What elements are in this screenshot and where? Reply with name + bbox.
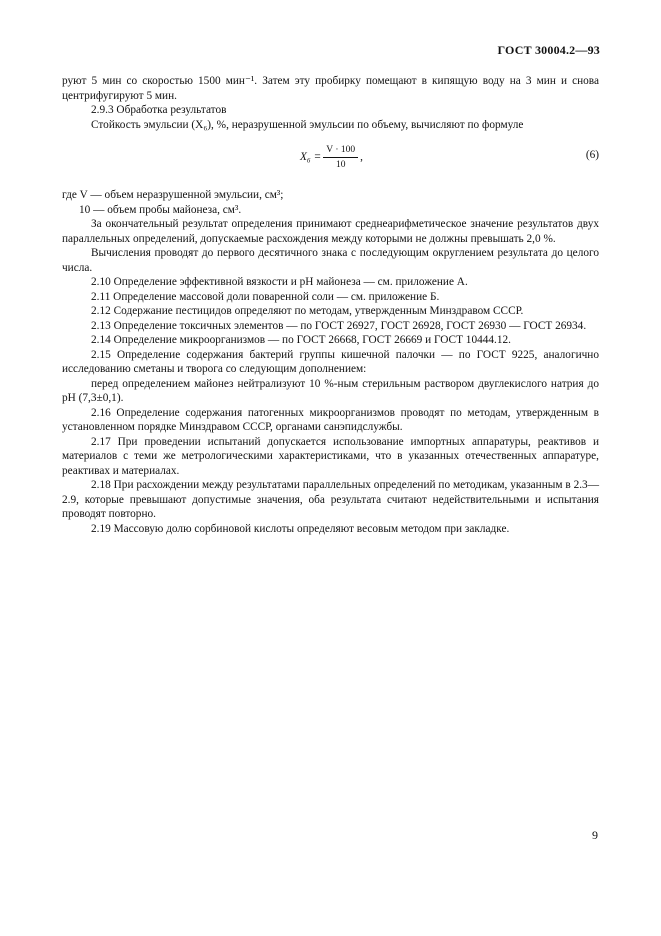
clause-2-18: 2.18 При расхождении между результатами параллельных определений по методикам, указанным в 2.3—2.9, которые превышают допустимые значения, оба результата считают недействительными и испытания проводят повторно. — [62, 479, 599, 520]
paragraph-rounding: Вычисления проводят до первого десятичного знака с последующим округлением результата до целого числа. — [62, 247, 599, 274]
formula-denominator: 10 — [335, 160, 346, 170]
page-content — [62, 74, 599, 536]
definition-v: где V — объем неразрушенной эмульсии, см³; — [62, 189, 284, 201]
formula-numerator: V · 100 — [323, 144, 358, 158]
paragraph-final-result: За окончательный результат определения принимают среднеарифметическое значение результатов двух параллельных определений, допускаемые расхождения между которыми не должны превышать 2,0 %. — [62, 218, 599, 245]
clause-2-12: 2.12 Содержание пестицидов определяют по методам, утвержденным Минздравом СССР. — [91, 305, 524, 317]
formula-lhs: X₆ = — [300, 151, 322, 164]
clause-2-16: 2.16 Определение содержания патогенных микроорганизмов проводят по методам, утвержденным в установленном порядке Минздравом СССР, органами санэпидслужбы. — [62, 406, 599, 433]
formula-tail: , — [360, 151, 363, 164]
clause-2-10: 2.10 Определение эффективной вязкости и pH майонеза — см. приложение А. — [91, 276, 468, 288]
section-heading-2-9-3: 2.9.3 Обработка результатов — [91, 104, 227, 116]
definition-10: 10 — объем пробы майонеза, см³. — [79, 203, 242, 216]
formula-expression — [300, 144, 363, 171]
clause-2-13: 2.13 Определение токсичных элементов — по ГОСТ 26927, ГОСТ 26928, ГОСТ 26930 — ГОСТ 26934. — [91, 319, 587, 332]
clause-2-14: 2.14 Определение микроорганизмов — по ГОСТ 26668, ГОСТ 26669 и ГОСТ 10444.12. — [91, 334, 511, 346]
formula-number: (6) — [585, 149, 599, 161]
clause-2-11: 2.11 Определение массовой доли поваренной соли — см. приложение Б. — [91, 290, 440, 303]
standard-header: ГОСТ 30004.2—93 — [497, 43, 600, 57]
clause-2-17: 2.17 При проведении испытаний допускается использование импортных аппаратуры, реактивов и материалов с теми же метрологическими характеристиками, что в указанных отечественных аппаратуре, реактивах и материалах. — [62, 435, 599, 477]
paragraph-continuation: руют 5 мин со скоростью 1500 мин⁻¹. Затем эту пробирку помещают в кипящую воду на 3 мин и снова центрифугируют 5 мин. — [62, 75, 599, 102]
clause-2-15-addition: перед определением майонез нейтрализуют 10 %-ным стерильным раствором двуглекислого натрия до pH (7,3±0,1). — [62, 377, 599, 404]
formula-fraction — [323, 144, 358, 171]
page-number: 9 — [592, 828, 598, 842]
formula-6 — [62, 142, 599, 178]
paragraph-formula-intro: Стойкость эмульсии (X₆), %, неразрушенной эмульсии по объему, вычисляют по формуле — [91, 118, 524, 131]
clause-2-19: 2.19 Массовую долю сорбиновой кислоты определяют весовым методом при закладке. — [91, 522, 510, 535]
clause-2-15: 2.15 Определение содержания бактерий группы кишечной палочки — по ГОСТ 9225, аналогично исследованию сметаны и творога со следующим дополнением: — [62, 348, 599, 375]
